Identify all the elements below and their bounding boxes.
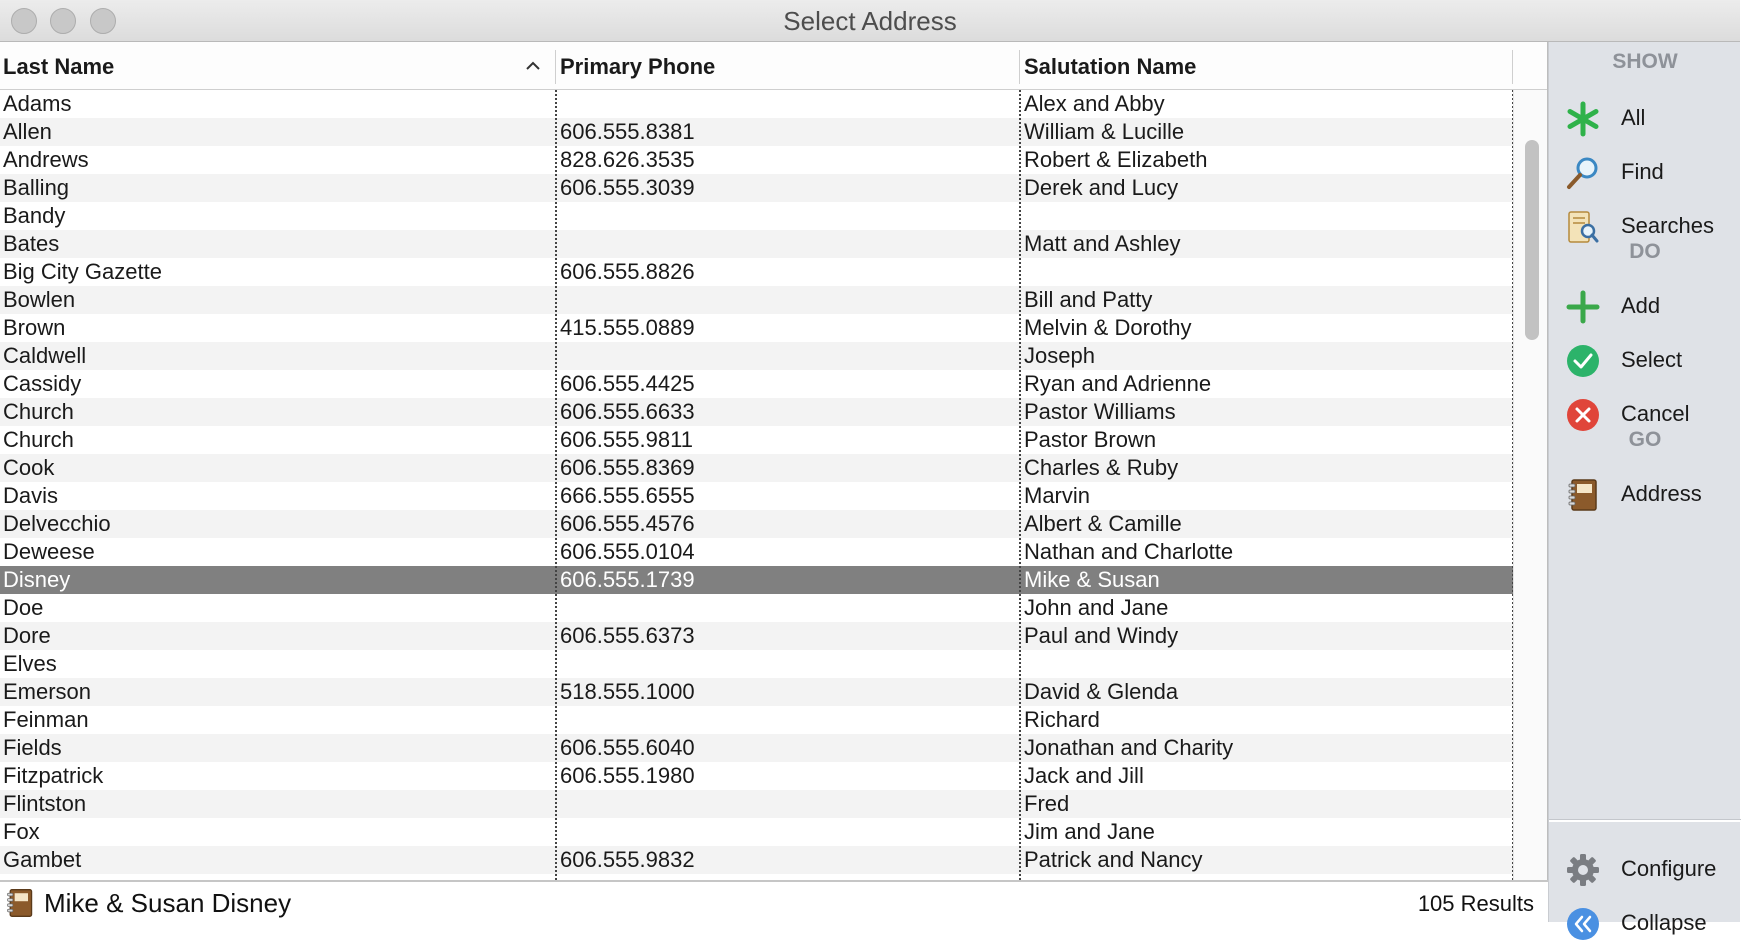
cell-last-name: Adams: [3, 91, 72, 116]
table-row[interactable]: [0, 174, 1513, 202]
cell-primary-phone: 606.555.9811: [560, 427, 693, 452]
action-sidebar: [1548, 42, 1740, 935]
cell-last-name: Caldwell: [3, 343, 87, 368]
table-row[interactable]: [0, 146, 1513, 174]
cell-last-name: Fields: [3, 735, 62, 760]
table-row[interactable]: [0, 510, 1513, 538]
table-row[interactable]: [0, 734, 1513, 762]
double-chevron-left-icon: [1565, 906, 1601, 942]
cell-last-name: Bates: [3, 231, 60, 256]
cell-last-name: Brown: [3, 315, 66, 340]
cell-salutation-name: Fred: [1024, 791, 1070, 816]
cell-salutation-name: Ryan and Adrienne: [1024, 371, 1212, 396]
cell-primary-phone: [557, 342, 1017, 370]
table-row[interactable]: [0, 762, 1513, 790]
cell-last-name: Big City Gazette: [3, 259, 162, 284]
table-row[interactable]: [0, 594, 1513, 622]
cell-primary-phone: 606.555.1739: [560, 567, 695, 592]
cell-primary-phone: 606.555.3039: [560, 175, 695, 200]
cell-last-name: Deweese: [3, 539, 95, 564]
cell-primary-phone: 606.555.4576: [560, 511, 695, 536]
cell-primary-phone: 606.555.6373: [560, 623, 695, 648]
column-divider: [1019, 90, 1021, 880]
cell-last-name: Flintston: [3, 791, 87, 816]
table-body: [0, 90, 1513, 880]
column-separator[interactable]: [555, 50, 556, 84]
gear-icon: [1565, 852, 1601, 888]
cell-primary-phone: [557, 594, 1017, 622]
address-table: [0, 42, 1547, 880]
cell-primary-phone: [557, 706, 1017, 734]
cell-primary-phone: [557, 230, 1017, 258]
cell-primary-phone: 606.555.6633: [560, 399, 695, 424]
cell-primary-phone: [557, 790, 1017, 818]
table-row[interactable]: [0, 202, 1513, 230]
cell-salutation-name: Derek and Lucy: [1024, 175, 1179, 200]
cell-last-name: Bandy: [3, 203, 66, 228]
cell-salutation-name: [1021, 202, 1511, 230]
address-button[interactable]: [1565, 473, 1735, 517]
cell-primary-phone: 606.555.8381: [560, 119, 695, 144]
table-row[interactable]: [0, 118, 1513, 146]
cell-salutation-name: Nathan and Charlotte: [1024, 539, 1234, 564]
table-row[interactable]: [0, 482, 1513, 510]
table-row[interactable]: [0, 706, 1513, 734]
cell-primary-phone: 606.555.4425: [560, 371, 695, 396]
cell-last-name: Allen: [3, 119, 52, 144]
table-row[interactable]: [0, 90, 1513, 118]
selected-record-name: Mike & Susan Disney: [44, 888, 292, 918]
table-row[interactable]: [0, 818, 1513, 846]
column-header-primary-phone[interactable]: Primary Phone: [560, 54, 716, 79]
cell-salutation-name: Bill and Patty: [1024, 287, 1153, 312]
table-row[interactable]: [0, 426, 1513, 454]
show-all-button[interactable]: [1565, 97, 1735, 141]
cell-last-name: Fitzpatrick: [3, 763, 104, 788]
table-row[interactable]: [0, 454, 1513, 482]
table-row[interactable]: [0, 258, 1513, 286]
section-header-do: DO: [1629, 240, 1661, 263]
select-button[interactable]: [1565, 339, 1735, 383]
column-separator: [1512, 50, 1513, 84]
column-separator[interactable]: [1019, 50, 1020, 84]
section-header-go: GO: [1628, 428, 1662, 451]
cell-last-name: Andrews: [3, 147, 89, 172]
add-label: Add: [1621, 293, 1661, 318]
sidebar-divider: [1549, 819, 1741, 822]
cell-last-name: Cook: [3, 455, 55, 480]
cell-last-name: Doe: [3, 595, 44, 620]
cell-primary-phone: 666.555.6555: [560, 483, 695, 508]
cell-primary-phone: 606.555.8826: [560, 259, 695, 284]
show-all-label: All: [1621, 105, 1646, 130]
cell-primary-phone: [557, 202, 1017, 230]
cell-salutation-name: Robert & Elizabeth: [1024, 147, 1208, 172]
vertical-scrollbar[interactable]: [1513, 90, 1547, 880]
configure-button[interactable]: [1565, 848, 1735, 892]
magnifier-icon: [1565, 155, 1601, 191]
cell-last-name: Gambet: [3, 847, 82, 872]
cell-primary-phone: 606.555.8369: [560, 455, 695, 480]
window-title: Select Address: [783, 6, 957, 36]
table-row[interactable]: [0, 370, 1513, 398]
cell-primary-phone: [557, 818, 1017, 846]
table-row[interactable]: [0, 314, 1513, 342]
cell-salutation-name: Melvin & Dorothy: [1024, 315, 1192, 340]
cell-last-name: Church: [3, 399, 74, 424]
cell-salutation-name: Paul and Windy: [1024, 623, 1179, 648]
address-label: Address: [1621, 481, 1702, 506]
collapse-label: Collapse: [1621, 910, 1707, 935]
table-row[interactable]: [0, 286, 1513, 314]
cell-primary-phone: [557, 90, 1017, 118]
cell-last-name: Elves: [3, 651, 57, 676]
cell-last-name: Bowlen: [3, 287, 76, 312]
asterisk-icon: [1565, 101, 1601, 137]
cell-primary-phone: 518.555.1000: [560, 679, 695, 704]
cell-salutation-name: Albert & Camille: [1024, 511, 1182, 536]
select-label: Select: [1621, 347, 1683, 372]
column-header-last-name[interactable]: Last Name: [3, 54, 115, 79]
cell-salutation-name: Jonathan and Charity: [1024, 735, 1234, 760]
cell-last-name: Dore: [3, 623, 51, 648]
table-row-selected[interactable]: [0, 566, 1513, 594]
cell-last-name: Balling: [3, 175, 70, 200]
plus-icon: [1565, 289, 1601, 325]
cell-last-name: Delvecchio: [3, 511, 111, 536]
cell-last-name: Disney: [3, 567, 71, 592]
configure-label: Configure: [1621, 856, 1717, 881]
cell-salutation-name: [1021, 258, 1511, 286]
column-header-salutation-name[interactable]: Salutation Name: [1024, 54, 1197, 79]
section-header-show: SHOW: [1612, 50, 1678, 73]
title-bar: [0, 0, 1740, 42]
cell-salutation-name: [1021, 650, 1511, 678]
cell-primary-phone: [557, 286, 1017, 314]
cell-primary-phone: 606.555.1980: [560, 763, 695, 788]
add-button[interactable]: [1565, 285, 1735, 329]
cell-last-name: Cassidy: [3, 371, 82, 396]
cell-salutation-name: John and Jane: [1024, 595, 1169, 620]
cell-primary-phone: 828.626.3535: [560, 147, 695, 172]
table-row[interactable]: [0, 342, 1513, 370]
cell-salutation-name: Joseph: [1024, 343, 1095, 368]
cell-last-name: Feinman: [3, 707, 89, 732]
table-row[interactable]: [0, 398, 1513, 426]
cell-last-name: Emerson: [3, 679, 92, 704]
sort-ascending-icon[interactable]: [523, 56, 543, 76]
find-button[interactable]: [1565, 151, 1735, 195]
cell-salutation-name: Pastor Brown: [1024, 427, 1157, 452]
table-row[interactable]: [0, 622, 1513, 650]
status-bar: [0, 880, 1548, 922]
address-book-icon: [4, 886, 36, 920]
cell-primary-phone: [557, 650, 1017, 678]
table-row[interactable]: [0, 230, 1513, 258]
cell-primary-phone: 606.555.9832: [560, 847, 695, 872]
results-count: 105 Results: [1417, 891, 1534, 916]
cell-salutation-name: William & Lucille: [1024, 119, 1185, 144]
cell-last-name: Fox: [3, 819, 40, 844]
cell-primary-phone: 606.555.0104: [560, 539, 695, 564]
column-divider: [555, 90, 557, 880]
cell-salutation-name: Marvin: [1024, 483, 1091, 508]
cell-last-name: Davis: [3, 483, 59, 508]
cell-salutation-name: Patrick and Nancy: [1024, 847, 1203, 872]
cancel-label: Cancel: [1621, 401, 1690, 426]
table-row[interactable]: [0, 790, 1513, 818]
searches-label: Searches: [1621, 213, 1714, 238]
cell-salutation-name: David & Glenda: [1024, 679, 1179, 704]
checkmark-icon: [1565, 343, 1601, 379]
cell-salutation-name: Mike & Susan: [1024, 567, 1160, 592]
find-label: Find: [1621, 159, 1664, 184]
cell-primary-phone: 415.555.0889: [560, 315, 695, 340]
table-row[interactable]: [0, 650, 1513, 678]
table-row[interactable]: [0, 846, 1513, 874]
cell-primary-phone: 606.555.6040: [560, 735, 695, 760]
cell-salutation-name: Jim and Jane: [1024, 819, 1155, 844]
cell-salutation-name: Matt and Ashley: [1024, 231, 1181, 256]
scrollbar-thumb[interactable]: [1525, 140, 1539, 340]
collapse-button[interactable]: [1565, 902, 1735, 946]
table-row[interactable]: [0, 678, 1513, 706]
cell-salutation-name: Alex and Abby: [1024, 91, 1165, 116]
cell-salutation-name: Pastor Williams: [1024, 399, 1176, 424]
cell-last-name: Church: [3, 427, 74, 452]
table-row[interactable]: [0, 538, 1513, 566]
cell-salutation-name: Richard: [1024, 707, 1100, 732]
table-header: [0, 42, 1547, 90]
cell-salutation-name: Jack and Jill: [1024, 763, 1144, 788]
address-book-icon: [1565, 477, 1601, 513]
cell-salutation-name: Charles & Ruby: [1024, 455, 1179, 480]
